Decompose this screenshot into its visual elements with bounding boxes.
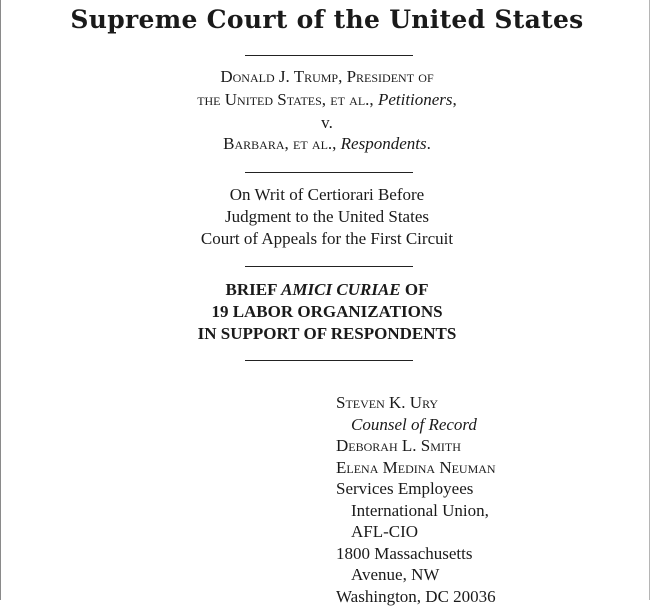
address-line-2: Avenue, NW	[336, 564, 646, 586]
respondent-name: Barbara, et al.,	[223, 134, 341, 153]
org-line-3: AFL-CIO	[336, 521, 646, 543]
org-line-2: International Union,	[336, 500, 646, 522]
divider-rule	[245, 172, 413, 173]
divider-rule	[245, 360, 413, 361]
brief-amici: AMICI CURIAE	[281, 280, 401, 299]
address-line-3: Washington, DC 20036	[336, 586, 646, 607]
counsel-name-1: Steven K. Ury	[336, 392, 646, 414]
respondent-role: Respondents	[341, 134, 427, 153]
address-line-1: 1800 Massachusetts	[336, 543, 646, 565]
brief-title-line-1	[1, 279, 652, 301]
petitioner-line-1: Donald J. Trump, President of	[1, 66, 652, 88]
divider-rule	[245, 266, 413, 267]
petitioner-name: the United States, et al.,	[197, 90, 378, 109]
court-title: Supreme Court of the United States	[1, 0, 652, 40]
petitioner-punct: ,	[453, 90, 457, 109]
counsel-name-3: Elena Medina Neuman	[336, 457, 646, 479]
counsel-block	[336, 392, 646, 607]
respondent-line	[1, 133, 652, 155]
divider-rule	[245, 55, 413, 56]
petitioner-line-2	[1, 89, 652, 111]
petitioner-role: Petitioners	[378, 90, 453, 109]
counsel-name-2: Deborah L. Smith	[336, 435, 646, 457]
respondent-punct: .	[427, 134, 431, 153]
versus-label: v.	[1, 112, 652, 134]
brief-suffix: OF	[401, 280, 429, 299]
counsel-role-1: Counsel of Record	[336, 414, 646, 436]
org-line-1: Services Employees	[336, 478, 646, 500]
writ-line-1: On Writ of Certiorari Before	[1, 184, 652, 206]
brief-title-line-3: IN SUPPORT OF RESPONDENTS	[1, 323, 652, 345]
brief-title-line-2: 19 LABOR ORGANIZATIONS	[1, 301, 652, 323]
writ-line-3: Court of Appeals for the First Circuit	[1, 228, 652, 250]
brief-prefix: BRIEF	[226, 280, 282, 299]
writ-line-2: Judgment to the United States	[1, 206, 652, 228]
